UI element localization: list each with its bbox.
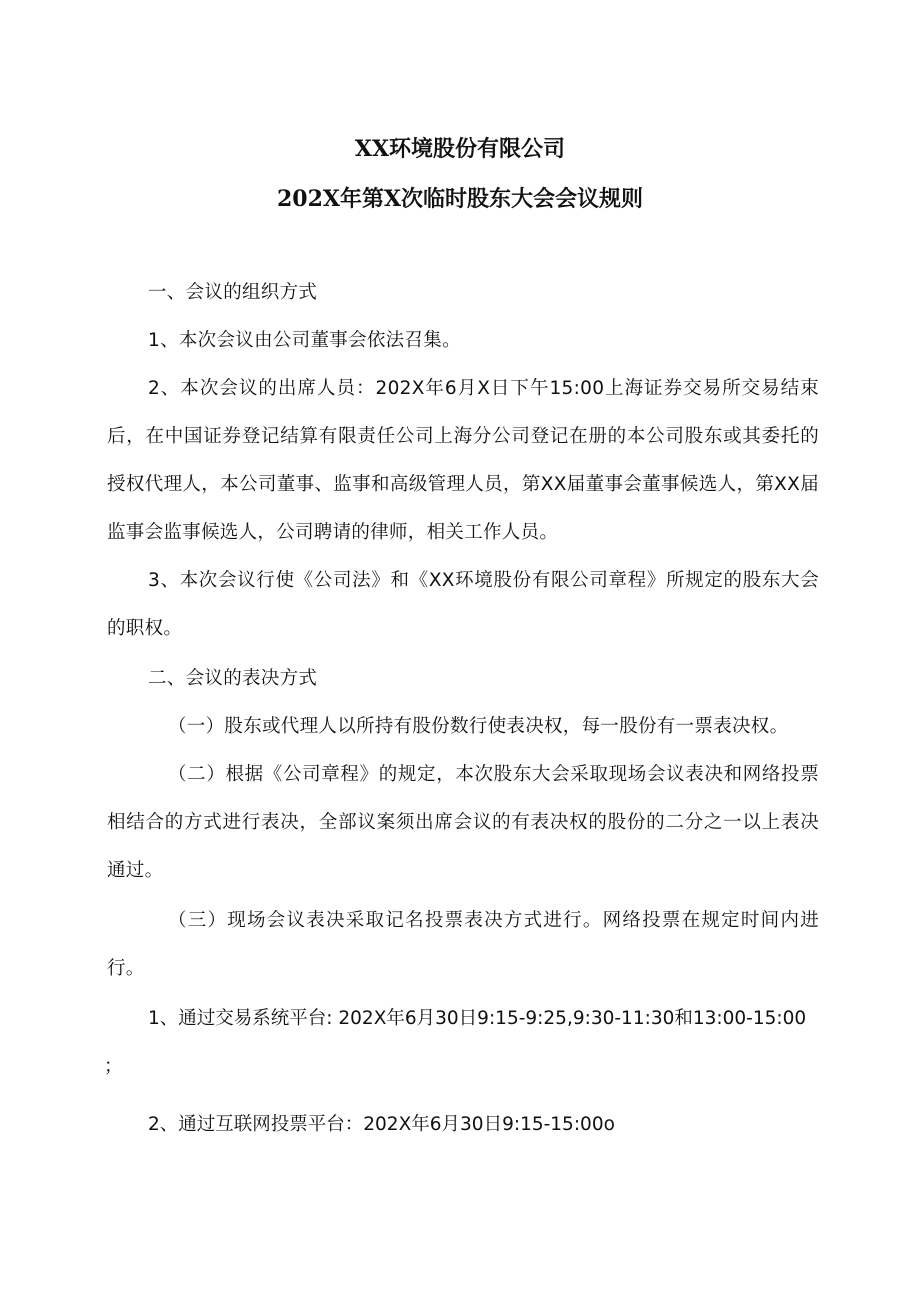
document-title: 202X年第X次临时股东大会会议规则 — [276, 186, 644, 212]
section1-heading: 一、会议的组织方式 — [148, 282, 318, 303]
company-title: XX环境股份有限公司 — [354, 136, 566, 162]
vote-platform-trading-system-end: ； — [104, 1056, 123, 1077]
section1-item3: 3、本次会议行使《公司法》和《XX环境股份有限公司章程》所规定的股东大会的职权。 — [107, 570, 819, 639]
section1-item1: 1、本次会议由公司董事会依法召集。 — [148, 330, 461, 351]
section1-item2: 2、本次会议的出席人员：202X年6月X日下午15:00上海证券交易所交易结束后，在中国证券登记结算有限责任公司上海分公司登记在册的本公司股东或其委托的授权代理人，本公司董事、监事和高级管理人员，第XX届董事会董事候选人，第XX届监事会监事候选人，公司聘请的律师，相关工作人员。 — [107, 378, 819, 543]
section2-item1: （一）股东或代理人以所持有股份数行使表决权，每一股份有一票表决权。 — [168, 716, 789, 737]
vote-platform-internet: 2、通过互联网投票平台：202X年6月30日9:15-15:00o — [148, 1114, 615, 1135]
section2-item3: （三）现场会议表决采取记名投票表决方式进行。网络投票在规定时间内进行。 — [107, 910, 819, 979]
section2-heading: 二、会议的表决方式 — [148, 668, 318, 689]
vote-platform-trading-system: 1、通过交易系统平台: 202X年6月30日9:15-9:25,9:30-11:30和13:00-15:00 — [148, 1008, 807, 1029]
section2-item2: （二）根据《公司章程》的规定，本次股东大会采取现场会议表决和网络投票相结合的方式进行表决，全部议案须出席会议的有表决权的股份的二分之一以上表决通过。 — [107, 764, 819, 881]
